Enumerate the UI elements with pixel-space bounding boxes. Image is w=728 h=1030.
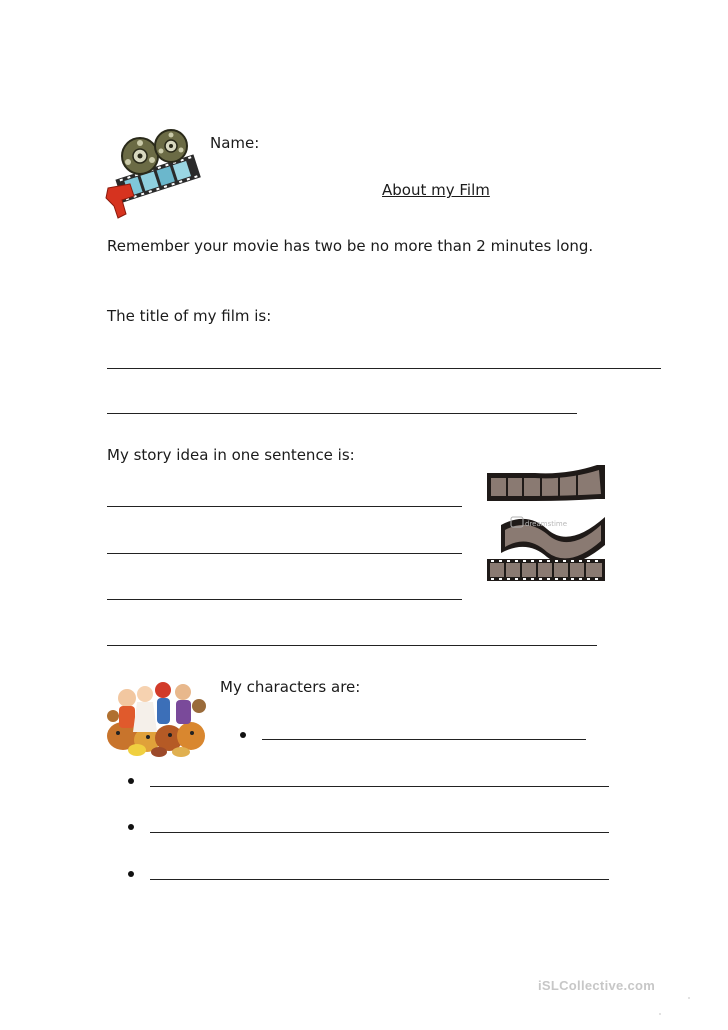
bullet-point [128, 824, 134, 830]
cartoon-characters-group [103, 676, 209, 758]
story-answer-line-3[interactable] [107, 599, 462, 600]
reminder-text: Remember your movie has two be no more than 2 minutes long. [107, 237, 594, 255]
film-title-answer-line-1[interactable] [107, 368, 661, 369]
film-title-prompt: The title of my film is: [107, 307, 272, 325]
character-answer-line-2[interactable] [150, 786, 609, 787]
bullet-point [128, 871, 134, 877]
film-projector-icon [100, 126, 205, 226]
site-watermark: iSLCollective.com [538, 978, 656, 993]
character-answer-line-1[interactable] [262, 739, 586, 740]
story-answer-line-2[interactable] [107, 553, 462, 554]
character-answer-line-4[interactable] [150, 879, 609, 880]
decorative-dot [688, 997, 690, 999]
character-answer-line-3[interactable] [150, 832, 609, 833]
decorative-dot [659, 1013, 661, 1015]
story-answer-line-1[interactable] [107, 506, 462, 507]
page-title: About my Film [382, 181, 490, 199]
characters-prompt: My characters are: [220, 678, 361, 696]
bullet-point [128, 778, 134, 784]
filmstrip-watermark: dreamstime [525, 520, 568, 528]
name-label: Name: [210, 134, 260, 152]
bullet-point [240, 732, 246, 738]
film-title-answer-line-2[interactable] [107, 413, 577, 414]
story-prompt: My story idea in one sentence is: [107, 446, 355, 464]
wavy-filmstrip [487, 463, 607, 583]
story-answer-line-4[interactable] [107, 645, 597, 646]
